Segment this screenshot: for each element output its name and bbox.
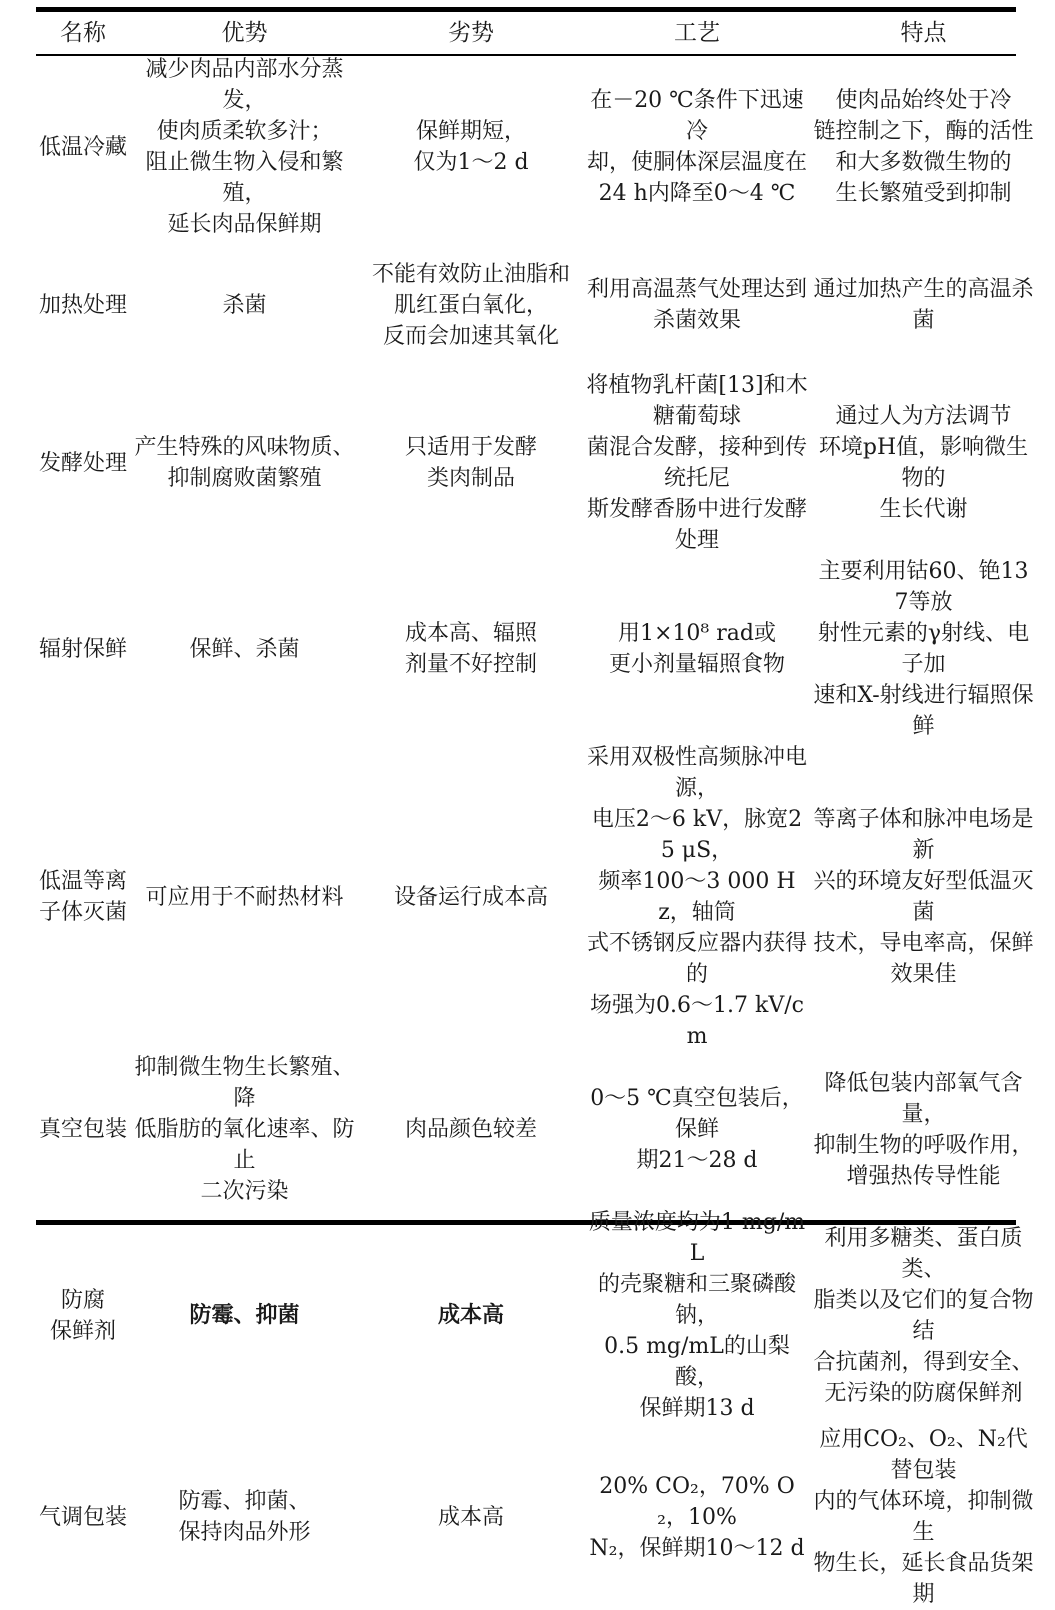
row-feature-cell <box>811 1424 1036 1610</box>
row-feature-cell <box>811 1207 1036 1424</box>
process-text: 在－20 ℃条件下迅速冷 却，使胴体深层温度在 24 h内降至0～4 ℃ <box>586 88 807 206</box>
row-advantage-cell <box>130 370 359 556</box>
method-name: 发酵处理 <box>38 450 127 476</box>
feature-text: 通过人为方法调节 环境pH值，影响微生物的 生长代谢 <box>818 404 1029 522</box>
row-name-cell <box>36 742 130 1052</box>
process-text: 20% CO₂，70% O₂，10% N₂，保鲜期10～12 d <box>589 1473 805 1561</box>
row-name-cell <box>36 54 130 240</box>
row-disadvantage-cell <box>359 1424 583 1610</box>
disadvantage-text: 只适用于发酵 类肉制品 <box>404 435 537 491</box>
disadvantage-text: 保鲜期短， 仅为1～2 d <box>413 119 529 175</box>
row-feature-cell <box>811 742 1036 1052</box>
method-name: 真空包装 <box>38 1117 127 1142</box>
process-text: 利用高温蒸气处理达到 杀菌效果 <box>586 277 807 333</box>
row-advantage-cell <box>130 556 359 742</box>
process-text: 将植物乳杆菌[13]和木糖葡萄球 菌混合发酵，接种到传统托尼 斯发酵香肠中进行发酵处理 <box>586 373 808 553</box>
advantage-text: 防霉、抑菌 <box>189 1302 300 1328</box>
table-row <box>36 54 1036 240</box>
method-name: 辐射保鲜 <box>38 636 127 662</box>
header-advantage: 优势 <box>221 19 268 46</box>
method-name: 气调包装 <box>38 1504 127 1530</box>
header-process: 工艺 <box>674 19 720 46</box>
table-row <box>36 1052 1036 1207</box>
table-row <box>36 370 1036 556</box>
feature-text: 利用多糖类、蛋白质类、 脂类以及它们的复合物结 合抗菌剂，得到安全、 无污染的防腐保鲜剂 <box>813 1225 1034 1406</box>
header-feature: 特点 <box>900 19 947 46</box>
row-advantage-cell <box>130 742 359 1052</box>
row-process-cell <box>583 1207 811 1424</box>
process-text: 0～5 ℃真空包装后，保鲜 期21～28 d <box>590 1086 804 1173</box>
row-name-cell <box>36 1052 130 1207</box>
feature-text: 主要利用钴60、铯137等放 射性元素的γ射线、电子加 速和X-射线进行辐照保鲜 <box>813 559 1034 739</box>
advantage-text: 产生特殊的风味物质、 抑制腐败菌繁殖 <box>134 435 355 491</box>
method-name: 加热处理 <box>38 292 127 318</box>
row-disadvantage-cell <box>359 1207 583 1424</box>
row-feature-cell <box>811 370 1036 556</box>
method-name: 低温冷藏 <box>38 134 127 160</box>
row-feature-cell <box>811 240 1036 370</box>
row-process-cell <box>583 54 811 240</box>
table-row <box>36 1207 1036 1424</box>
row-name-cell <box>36 370 130 556</box>
row-disadvantage-cell <box>359 556 583 742</box>
row-process-cell <box>583 1424 811 1610</box>
disadvantage-text: 成本高、辐照 剂量不好控制 <box>404 621 537 677</box>
advantage-text: 保鲜、杀菌 <box>189 636 300 662</box>
row-process-cell <box>583 1052 811 1207</box>
table-row <box>36 1424 1036 1610</box>
table-header-row <box>36 12 1036 54</box>
row-disadvantage-cell <box>359 240 583 370</box>
table-row <box>36 240 1036 370</box>
advantage-text: 减少肉品内部水分蒸发， 使肉质柔软多汁； 阻止微生物入侵和繁殖， 延长肉品保鲜期 <box>145 57 344 237</box>
row-advantage-cell <box>130 54 359 240</box>
row-disadvantage-cell <box>359 742 583 1052</box>
disadvantage-text: 成本高 <box>437 1504 504 1530</box>
header-name: 名称 <box>60 19 106 46</box>
advantage-text: 防霉、抑菌、 保持肉品外形 <box>178 1489 311 1545</box>
row-name-cell <box>36 1207 130 1424</box>
disadvantage-text: 肉品颜色较差 <box>404 1117 537 1142</box>
process-text: 用1×10⁸ rad或 更小剂量辐照食物 <box>608 621 785 677</box>
row-advantage-cell <box>130 1207 359 1424</box>
advantage-text: 杀菌 <box>222 292 267 318</box>
table-row <box>36 742 1036 1052</box>
row-name-cell <box>36 1424 130 1610</box>
row-feature-cell <box>811 54 1036 240</box>
advantage-text: 可应用于不耐热材料 <box>145 884 344 910</box>
advantage-text: 抑制微生物生长繁殖、降 低脂肪的氧化速率、防止 二次污染 <box>134 1055 355 1204</box>
row-feature-cell <box>811 556 1036 742</box>
row-process-cell <box>583 556 811 742</box>
disadvantage-text: 设备运行成本高 <box>393 884 548 910</box>
row-name-cell <box>36 556 130 742</box>
process-text: 采用双极性高频脉冲电源， 电压2～6 kV，脉宽25 μS， 频率100～3 000 Hz，轴筒 式不锈钢反应器内获得的 场强为0.6～1.7 kV/cm <box>586 745 807 1049</box>
row-advantage-cell <box>130 1424 359 1610</box>
row-disadvantage-cell <box>359 1052 583 1207</box>
feature-text: 降低包装内部氧气含量， 抑制生物的呼吸作用， 增强热传导性能 <box>813 1070 1034 1189</box>
row-process-cell <box>583 240 811 370</box>
row-disadvantage-cell <box>359 54 583 240</box>
disadvantage-text: 成本高 <box>437 1302 504 1328</box>
row-name-cell <box>36 240 130 370</box>
disadvantage-text: 不能有效防止油脂和 肌红蛋白氧化， 反而会加速其氧化 <box>371 261 570 349</box>
method-name: 防腐 保鲜剂 <box>49 1287 116 1344</box>
feature-text: 使肉品始终处于冷 链控制之下，酶的活性 和大多数微生物的 生长繁殖受到抑制 <box>813 88 1034 206</box>
feature-text: 等离子体和脉冲电场是新 兴的环境友好型低温灭菌 技术，导电率高，保鲜 效果佳 <box>813 807 1034 987</box>
row-advantage-cell <box>130 240 359 370</box>
row-feature-cell <box>811 1052 1036 1207</box>
preservation-methods-table <box>36 12 1036 1610</box>
row-advantage-cell <box>130 1052 359 1207</box>
table-row <box>36 556 1036 742</box>
row-process-cell <box>583 742 811 1052</box>
feature-text: 通过加热产生的高温杀菌 <box>813 277 1034 333</box>
method-name: 低温等离 子体灭菌 <box>38 869 127 925</box>
process-text: 质量浓度均为1 mg/mL 的壳聚糖和三聚磷酸钠， 0.5 mg/mL的山梨酸， 保鲜期13 d <box>588 1210 806 1421</box>
feature-text: 应用CO₂、O₂、N₂代替包装 内的气体环境，抑制微生 物生长，延长食品货架期 <box>813 1427 1034 1607</box>
row-disadvantage-cell <box>359 370 583 556</box>
header-disadvantage: 劣势 <box>448 19 494 46</box>
row-process-cell <box>583 370 811 556</box>
